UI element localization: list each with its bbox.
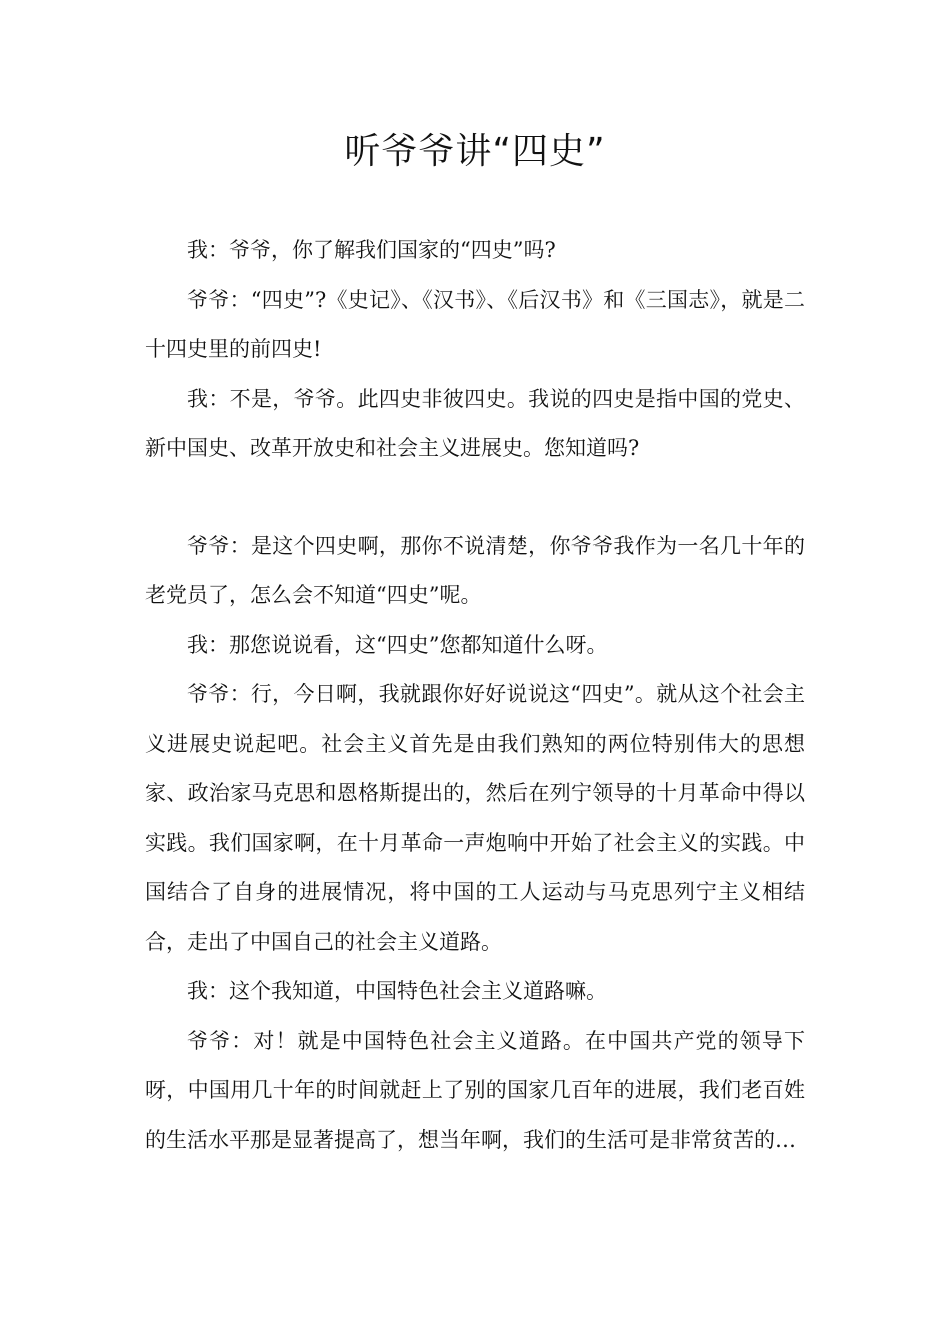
paragraph-2: 爷爷：“四史”?《史记》、《汉书》、《后汉书》和《三国志》，就是二十四史里的前四史! [145,287,805,361]
paragraph-3: 我：不是，爷爷。此四史非彼四史。我说的四史是指中国的党史、新中国史、改革开放史和社会主义进展史。您知道吗? [145,386,805,460]
blank-line [145,474,805,522]
paragraph-1: 我：爷爷，你了解我们国家的“四史”吗? [187,238,556,262]
paragraph-6: 爷爷：行，今日啊，我就跟你好好说说这“四史”。就从这个社会主义进展史说起吧。社会主义首先是由我们熟知的两位特别伟大的思想家、政治家马克思和恩格斯提出的，然后在列宁领导的十月革命中得以实践。我们国家啊，在十月革命一声炮响中开始了社会主义的实践。中国结合了自身的进展情况，将中国的工人运动与马克思列宁主义相结合，走出了中国自己的社会主义道路。 [145,682,805,954]
paragraph-4: 爷爷：是这个四史啊，那你不说清楚，你爷爷我作为一名几十年的老党员了，怎么会不知道“四史”呢。 [145,533,805,607]
paragraph-8: 爷爷：对！就是中国特色社会主义道路。在中国共产党的领导下呀，中国用几十年的时间就赶上了别的国家几百年的进展，我们老百姓的生活水平那是显著提高了，想当年啊，我们的生活可是非常贫苦的… [145,1028,805,1152]
document-title: 听爷爷讲“四史” [344,131,606,172]
paragraph-7: 我：这个我知道，中国特色社会主义道路嘛。 [187,979,607,1003]
paragraph-5: 我：那您说说看，这“四史”您都知道什么呀。 [187,632,608,657]
document-body [145,226,805,1165]
